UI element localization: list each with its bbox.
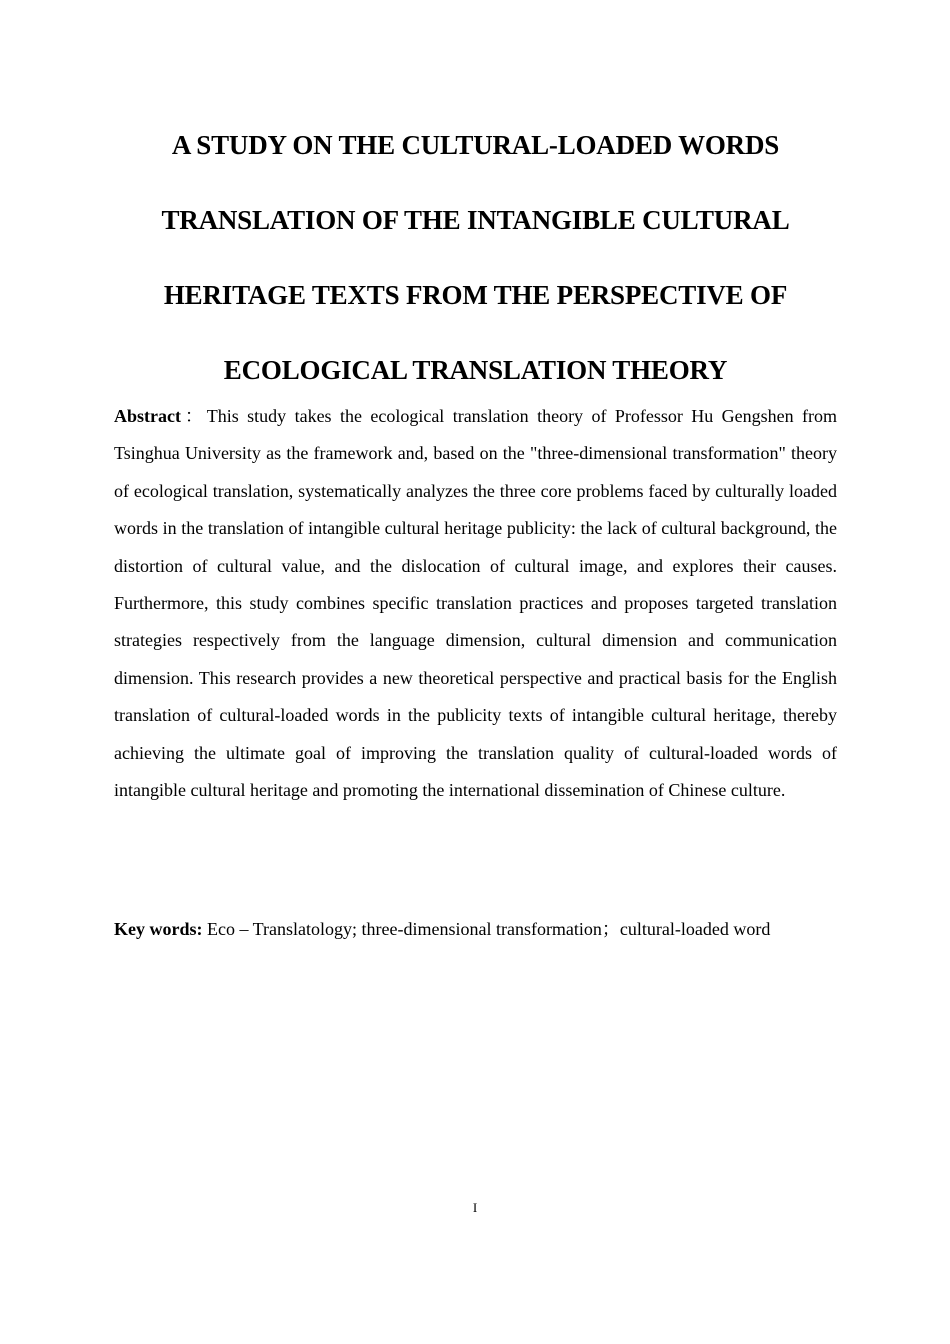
abstract-text: This study takes the ecological translation theory of Professor Hu Gengshen from Tsinghua University as the framework and, based on the "three-dimensional transformation" theory of ecological translation, systematically analyzes the three core problems faced by culturally loaded words in the translation of intangible cultural heritage publicity: the lack of cultural background, the distortion of cultural value, and the dislocation of cultural image, and explores their causes. Furthermore, this study combines specific translation practices and proposes targeted translation strategies respectively from the language dimension, cultural dimension and communication dimension. This research provides a new theoretical perspective and practical basis for the English translation of cultural-loaded words in the publicity texts of intangible cultural heritage, thereby achieving the ultimate goal of improving the translation quality of cultural-loaded words of intangible cultural heritage and promoting the international dissemination of Chinese culture. [114,406,837,801]
abstract-label: Abstract [114,406,181,426]
page-number: I [472,1200,478,1215]
title-line-3: HERITAGE TEXTS FROM THE PERSPECTIVE OF [163,280,788,310]
abstract-paragraph [114,398,837,809]
keywords-paragraph [114,911,837,948]
title-line-4: ECOLOGICAL TRANSLATION THEORY [223,355,728,385]
title-line-1: A STUDY ON THE CULTURAL-LOADED WORDS [171,130,780,160]
keywords-label: Key words: [114,919,203,939]
abstract-separator: ： [180,406,207,426]
title-line-2: TRANSLATION OF THE INTANGIBLE CULTURAL [161,205,790,235]
keywords-text: Eco – Translatology; three-dimensional transformation；cultural-loaded word [207,919,771,939]
paper-title [114,108,837,408]
